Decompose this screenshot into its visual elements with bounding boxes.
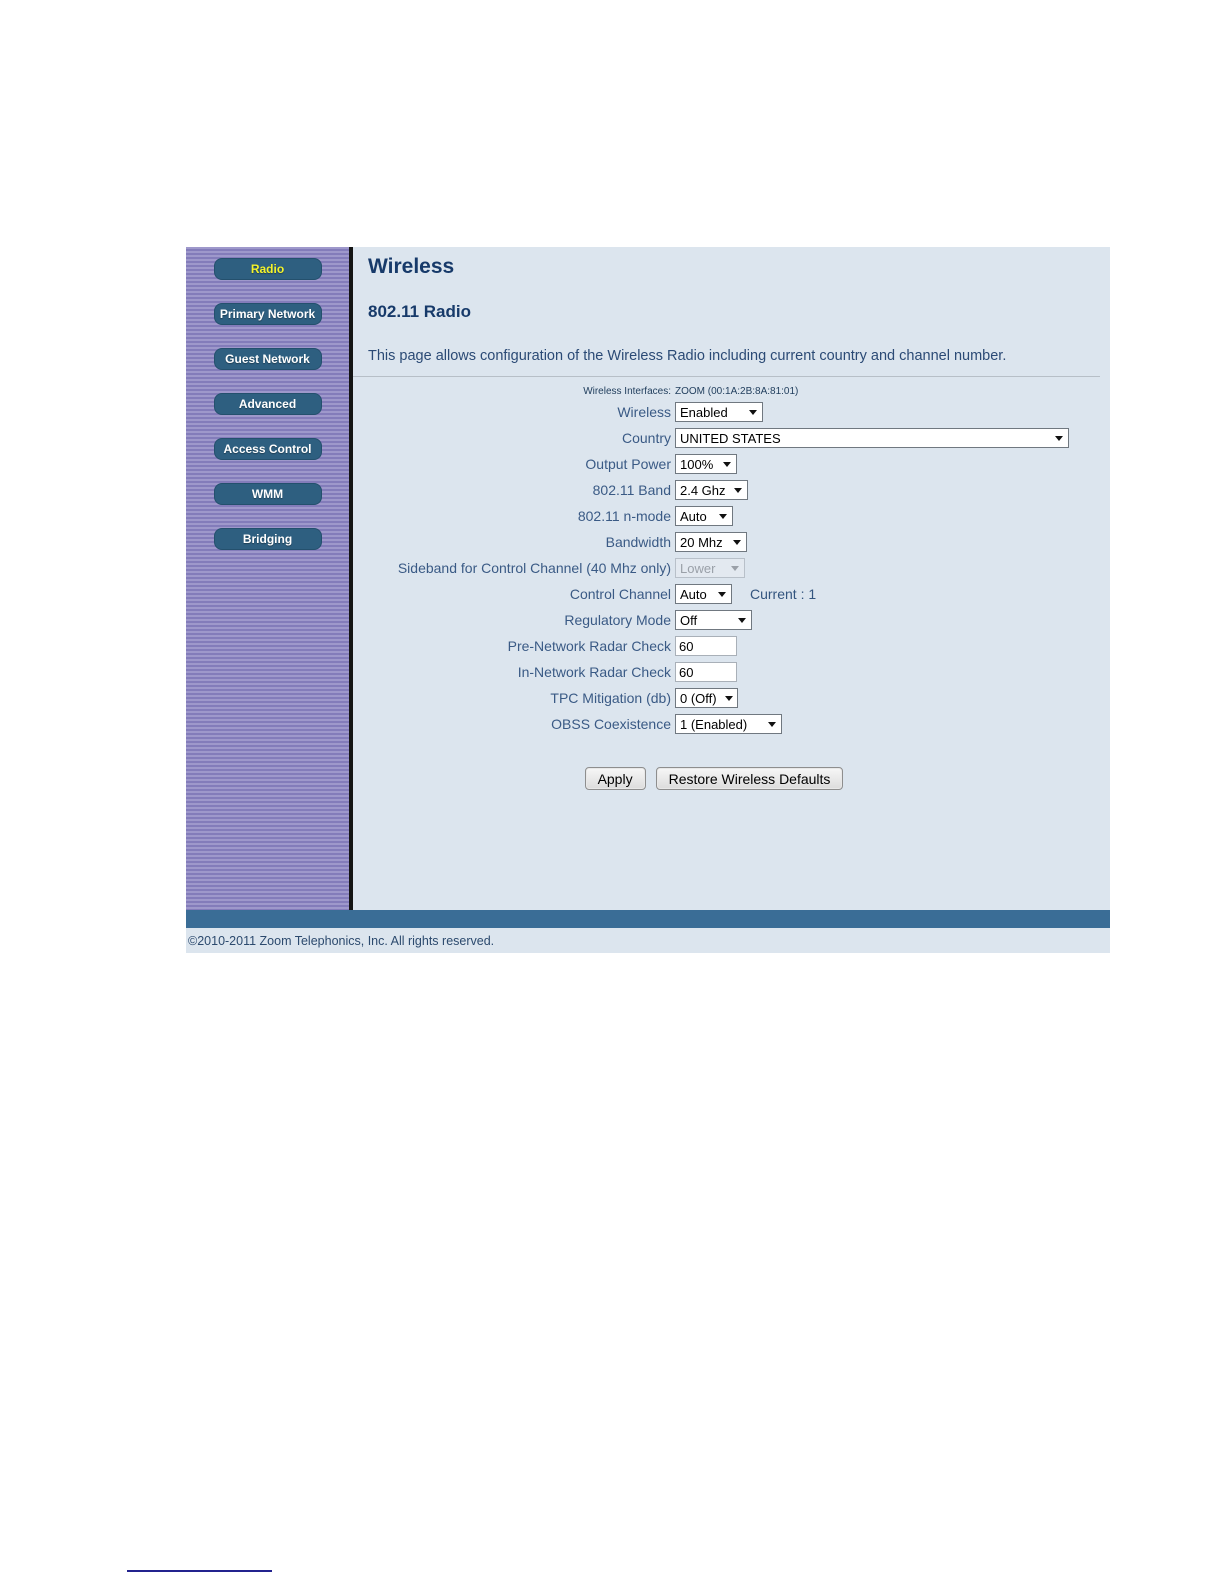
dropdown-arrow-icon: [725, 696, 733, 701]
sidebar-item-bridging[interactable]: [214, 528, 322, 550]
main-row: [186, 247, 1110, 910]
pre-radar-input[interactable]: [675, 636, 737, 656]
dropdown-arrow-icon: [723, 462, 731, 467]
page-title: Wireless: [368, 255, 455, 278]
sidebar-item-label: Advanced: [238, 397, 297, 411]
sidebar-item-access-control[interactable]: [214, 438, 322, 460]
regulatory-mode-label: Regulatory Mode: [564, 612, 671, 628]
dropdown-arrow-icon: [1055, 436, 1063, 441]
field-row-bandwidth: [368, 529, 1100, 555]
pre-radar-label: Pre-Network Radar Check: [507, 638, 671, 654]
control-channel-dropdown[interactable]: Auto: [675, 584, 732, 604]
dropdown-arrow-icon: [731, 566, 739, 571]
sidebar-item-primary-network[interactable]: [214, 303, 322, 325]
bandwidth-dropdown[interactable]: 20 Mhz: [675, 532, 747, 552]
obss-label: OBSS Coexistence: [551, 716, 671, 732]
field-row-interfaces: [368, 383, 1100, 399]
field-row-regulatory-mode: [368, 607, 1100, 633]
nmode-dropdown[interactable]: Auto: [675, 506, 733, 526]
sidebar-item-label: Access Control: [223, 442, 312, 456]
field-row-sideband: [368, 555, 1100, 581]
field-row-wireless: [368, 399, 1100, 425]
dropdown-arrow-icon: [734, 488, 742, 493]
sidebar-item-radio[interactable]: [214, 258, 322, 280]
sidebar-item-label: Radio: [250, 262, 285, 276]
output-power-label: Output Power: [585, 456, 671, 472]
dropdown-arrow-icon: [733, 540, 741, 545]
wireless-interfaces-label: Wireless Interfaces:: [583, 385, 671, 397]
dropdown-arrow-icon: [768, 722, 776, 727]
field-row-output-power: [368, 451, 1100, 477]
field-row-nmode: [368, 503, 1100, 529]
sidebar-item-wmm[interactable]: [214, 483, 322, 505]
field-row-control-channel: [368, 581, 1100, 607]
restore-wireless-defaults-button[interactable]: Restore Wireless Defaults: [656, 767, 844, 790]
sidebar-nav: [186, 247, 349, 910]
country-dropdown[interactable]: UNITED STATES: [675, 428, 1069, 448]
content-panel: [353, 247, 1110, 910]
wireless-dropdown[interactable]: Enabled: [675, 402, 763, 422]
in-radar-input[interactable]: [675, 662, 737, 682]
control-channel-label: Control Channel: [569, 586, 671, 602]
sidebar-item-label: Bridging: [242, 532, 293, 546]
field-row-pre-radar: [368, 633, 1100, 659]
regulatory-mode-dropdown[interactable]: Off: [675, 610, 752, 630]
field-row-band: [368, 477, 1100, 503]
nmode-label: 802.11 n-mode: [577, 508, 671, 524]
sidebar-item-advanced[interactable]: [214, 393, 322, 415]
form-actions: [368, 767, 1060, 790]
in-radar-label: In-Network Radar Check: [517, 664, 671, 680]
bandwidth-label: Bandwidth: [605, 534, 671, 550]
field-row-tpc: [368, 685, 1100, 711]
output-power-dropdown[interactable]: 100%: [675, 454, 737, 474]
sideband-label: Sideband for Control Channel (40 Mhz only): [397, 560, 671, 576]
router-admin-page: [186, 247, 1110, 953]
sidebar-item-label: Guest Network: [225, 352, 310, 366]
sidebar-item-label: WMM: [251, 487, 284, 501]
footer-bar: [186, 910, 1110, 928]
page-description: This page allows configuration of the Wireless Radio including current country and channel number.: [368, 348, 1007, 364]
dropdown-arrow-icon: [719, 514, 727, 519]
field-row-obss: [368, 711, 1100, 737]
band-dropdown[interactable]: 2.4 Ghz: [675, 480, 748, 500]
section-title: 802.11 Radio: [368, 302, 472, 321]
section-divider: [353, 376, 1100, 377]
footnote-rule: [127, 1570, 272, 1572]
field-row-country: [368, 425, 1100, 451]
sidebar-item-label: Primary Network: [219, 307, 316, 321]
country-label: Country: [621, 430, 671, 446]
apply-button[interactable]: Apply: [585, 767, 646, 790]
radio-settings-form: [368, 383, 1100, 790]
band-label: 802.11 Band: [592, 482, 671, 498]
tpc-dropdown[interactable]: 0 (Off): [675, 688, 738, 708]
current-channel-text: Current : 1: [750, 586, 817, 602]
dropdown-arrow-icon: [738, 618, 746, 623]
sideband-dropdown: Lower: [675, 558, 745, 578]
field-row-in-radar: [368, 659, 1100, 685]
dropdown-arrow-icon: [749, 410, 757, 415]
obss-dropdown[interactable]: 1 (Enabled): [675, 714, 782, 734]
copyright-row: [186, 928, 1110, 953]
copyright-text: ©2010-2011 Zoom Telephonics, Inc. All rights reserved.: [188, 934, 495, 948]
sidebar-item-guest-network[interactable]: [214, 348, 322, 370]
dropdown-arrow-icon: [718, 592, 726, 597]
wireless-label: Wireless: [617, 404, 671, 420]
wireless-interfaces-value: ZOOM (00:1A:2B:8A:81:01): [675, 385, 799, 397]
tpc-label: TPC Mitigation (db): [550, 690, 671, 706]
